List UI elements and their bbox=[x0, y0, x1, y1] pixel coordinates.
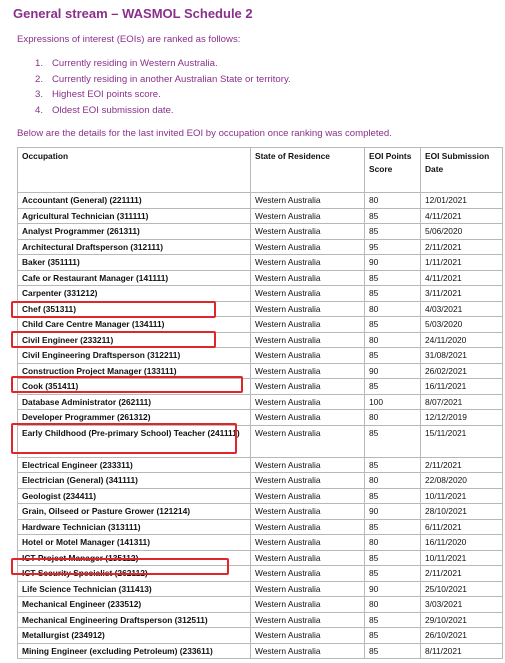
cell-date: 2/11/2021 bbox=[421, 239, 503, 255]
cell-date: 22/08/2020 bbox=[421, 473, 503, 489]
ranking-item bbox=[35, 72, 291, 88]
cell-state: Western Australia bbox=[251, 612, 365, 628]
table-row bbox=[18, 286, 503, 302]
cell-points: 90 bbox=[365, 363, 421, 379]
cell-points: 85 bbox=[365, 317, 421, 333]
cell-occupation: Construction Project Manager (133111) bbox=[18, 363, 251, 379]
cell-occupation: Chef (351311) bbox=[18, 301, 251, 317]
ranking-number: 3. bbox=[35, 89, 44, 101]
cell-date: 4/11/2021 bbox=[421, 270, 503, 286]
cell-date: 29/10/2021 bbox=[421, 612, 503, 628]
table-row bbox=[18, 473, 503, 489]
cell-state: Western Australia bbox=[251, 643, 365, 659]
cell-state: Western Australia bbox=[251, 488, 365, 504]
cell-state: Western Australia bbox=[251, 504, 365, 520]
cell-points: 85 bbox=[365, 457, 421, 473]
ranking-item bbox=[35, 56, 291, 72]
cell-occupation: Civil Engineering Draftsperson (312211) bbox=[18, 348, 251, 364]
cell-points: 80 bbox=[365, 597, 421, 613]
cell-state: Western Australia bbox=[251, 193, 365, 209]
ranking-intro: Expressions of interest (EOIs) are ranked as follows: bbox=[17, 34, 241, 45]
cell-date: 4/03/2021 bbox=[421, 301, 503, 317]
ranking-text: Oldest EOI submission date. bbox=[52, 104, 174, 116]
header-state: State of Residence bbox=[251, 148, 365, 193]
table-intro: Below are the details for the last invited EOI by occupation once ranking was completed. bbox=[17, 128, 392, 139]
cell-date: 5/03/2020 bbox=[421, 317, 503, 333]
cell-date: 24/11/2020 bbox=[421, 332, 503, 348]
cell-occupation: Analyst Programmer (261311) bbox=[18, 224, 251, 240]
cell-occupation: Early Childhood (Pre-primary School) Teacher (241111) bbox=[18, 425, 251, 457]
cell-date: 8/11/2021 bbox=[421, 643, 503, 659]
cell-state: Western Australia bbox=[251, 286, 365, 302]
cell-state: Western Australia bbox=[251, 457, 365, 473]
cell-occupation: Grain, Oilseed or Pasture Grower (121214) bbox=[18, 504, 251, 520]
cell-date: 31/08/2021 bbox=[421, 348, 503, 364]
cell-state: Western Australia bbox=[251, 317, 365, 333]
cell-points: 95 bbox=[365, 239, 421, 255]
cell-date: 2/11/2021 bbox=[421, 457, 503, 473]
cell-date: 10/11/2021 bbox=[421, 488, 503, 504]
cell-state: Western Australia bbox=[251, 628, 365, 644]
table-row bbox=[18, 348, 503, 364]
cell-occupation: Mechanical Engineering Draftsperson (312511) bbox=[18, 612, 251, 628]
cell-state: Western Australia bbox=[251, 519, 365, 535]
cell-points: 90 bbox=[365, 255, 421, 271]
table-row bbox=[18, 193, 503, 209]
cell-points: 80 bbox=[365, 473, 421, 489]
table-row bbox=[18, 379, 503, 395]
table-row bbox=[18, 270, 503, 286]
cell-date: 2/11/2021 bbox=[421, 566, 503, 582]
cell-points: 80 bbox=[365, 193, 421, 209]
table-row bbox=[18, 550, 503, 566]
table-row bbox=[18, 535, 503, 551]
cell-occupation: Mining Engineer (excluding Petroleum) (233611) bbox=[18, 643, 251, 659]
ranking-list bbox=[35, 56, 291, 118]
cell-points: 85 bbox=[365, 348, 421, 364]
cell-date: 12/12/2019 bbox=[421, 410, 503, 426]
cell-state: Western Australia bbox=[251, 535, 365, 551]
cell-points: 80 bbox=[365, 332, 421, 348]
cell-date: 6/11/2021 bbox=[421, 519, 503, 535]
ranking-number: 2. bbox=[35, 73, 44, 85]
cell-occupation: Electrician (General) (341111) bbox=[18, 473, 251, 489]
table-row bbox=[18, 394, 503, 410]
cell-occupation: Architectural Draftsperson (312111) bbox=[18, 239, 251, 255]
cell-points: 85 bbox=[365, 379, 421, 395]
table-row bbox=[18, 301, 503, 317]
cell-date: 28/10/2021 bbox=[421, 504, 503, 520]
cell-occupation: Developer Programmer (261312) bbox=[18, 410, 251, 426]
cell-date: 3/03/2021 bbox=[421, 597, 503, 613]
cell-state: Western Australia bbox=[251, 597, 365, 613]
cell-points: 85 bbox=[365, 286, 421, 302]
table-row bbox=[18, 643, 503, 659]
cell-points: 85 bbox=[365, 566, 421, 582]
occupation-table bbox=[17, 147, 503, 659]
cell-points: 80 bbox=[365, 301, 421, 317]
cell-date: 16/11/2020 bbox=[421, 535, 503, 551]
cell-points: 90 bbox=[365, 581, 421, 597]
cell-state: Western Australia bbox=[251, 270, 365, 286]
cell-date: 1/11/2021 bbox=[421, 255, 503, 271]
cell-points: 100 bbox=[365, 394, 421, 410]
table-row bbox=[18, 581, 503, 597]
cell-points: 90 bbox=[365, 504, 421, 520]
cell-date: 5/06/2020 bbox=[421, 224, 503, 240]
ranking-text: Currently residing in another Australian State or territory. bbox=[52, 73, 291, 85]
cell-state: Western Australia bbox=[251, 473, 365, 489]
header-occupation: Occupation bbox=[18, 148, 251, 193]
cell-state: Western Australia bbox=[251, 363, 365, 379]
cell-occupation: Cook (351411) bbox=[18, 379, 251, 395]
cell-points: 85 bbox=[365, 628, 421, 644]
cell-points: 85 bbox=[365, 488, 421, 504]
ranking-number: 4. bbox=[35, 104, 44, 116]
cell-points: 80 bbox=[365, 410, 421, 426]
cell-occupation: Geologist (234411) bbox=[18, 488, 251, 504]
table-row bbox=[18, 612, 503, 628]
cell-date: 26/10/2021 bbox=[421, 628, 503, 644]
cell-points: 85 bbox=[365, 270, 421, 286]
table-row bbox=[18, 519, 503, 535]
table-row bbox=[18, 208, 503, 224]
cell-points: 85 bbox=[365, 519, 421, 535]
cell-state: Western Australia bbox=[251, 239, 365, 255]
cell-date: 26/02/2021 bbox=[421, 363, 503, 379]
cell-date: 8/07/2021 bbox=[421, 394, 503, 410]
cell-state: Western Australia bbox=[251, 581, 365, 597]
cell-state: Western Australia bbox=[251, 425, 365, 457]
cell-occupation: Accountant (General) (221111) bbox=[18, 193, 251, 209]
cell-points: 85 bbox=[365, 550, 421, 566]
cell-state: Western Australia bbox=[251, 301, 365, 317]
cell-date: 15/11/2021 bbox=[421, 425, 503, 457]
cell-occupation: Electrical Engineer (233311) bbox=[18, 457, 251, 473]
cell-date: 12/01/2021 bbox=[421, 193, 503, 209]
cell-occupation: Civil Engineer (233211) bbox=[18, 332, 251, 348]
cell-occupation: Database Administrator (262111) bbox=[18, 394, 251, 410]
table-row bbox=[18, 317, 503, 333]
cell-state: Western Australia bbox=[251, 224, 365, 240]
cell-state: Western Australia bbox=[251, 394, 365, 410]
cell-occupation: Metallurgist (234912) bbox=[18, 628, 251, 644]
table-row bbox=[18, 255, 503, 271]
table-row bbox=[18, 457, 503, 473]
ranking-text: Currently residing in Western Australia. bbox=[52, 58, 218, 69]
ranking-number: 1. bbox=[35, 58, 44, 69]
table-row bbox=[18, 425, 503, 457]
table-row bbox=[18, 597, 503, 613]
table-row bbox=[18, 566, 503, 582]
table-row bbox=[18, 363, 503, 379]
table-row bbox=[18, 224, 503, 240]
cell-points: 85 bbox=[365, 612, 421, 628]
ranking-item bbox=[35, 103, 291, 119]
cell-state: Western Australia bbox=[251, 410, 365, 426]
cell-date: 10/11/2021 bbox=[421, 550, 503, 566]
cell-points: 85 bbox=[365, 224, 421, 240]
cell-occupation: ICT Security Specialist (262112) bbox=[18, 566, 251, 582]
header-points: EOI Points Score bbox=[365, 148, 421, 193]
cell-state: Western Australia bbox=[251, 348, 365, 364]
cell-date: 3/11/2021 bbox=[421, 286, 503, 302]
page-title: General stream – WASMOL Schedule 2 bbox=[13, 6, 253, 21]
cell-points: 85 bbox=[365, 425, 421, 457]
cell-occupation: Agricultural Technician (311111) bbox=[18, 208, 251, 224]
cell-occupation: Hardware Technician (313111) bbox=[18, 519, 251, 535]
cell-points: 80 bbox=[365, 535, 421, 551]
table-row bbox=[18, 504, 503, 520]
table-header-row bbox=[18, 148, 503, 193]
cell-state: Western Australia bbox=[251, 566, 365, 582]
cell-date: 16/11/2021 bbox=[421, 379, 503, 395]
cell-occupation: Child Care Centre Manager (134111) bbox=[18, 317, 251, 333]
table-row bbox=[18, 410, 503, 426]
header-date: EOI Submission Date bbox=[421, 148, 503, 193]
table-row bbox=[18, 488, 503, 504]
cell-occupation: ICT Project Manager (135112) bbox=[18, 550, 251, 566]
table-row bbox=[18, 332, 503, 348]
cell-occupation: Life Science Technician (311413) bbox=[18, 581, 251, 597]
table-row bbox=[18, 628, 503, 644]
cell-occupation: Hotel or Motel Manager (141311) bbox=[18, 535, 251, 551]
cell-state: Western Australia bbox=[251, 379, 365, 395]
cell-state: Western Australia bbox=[251, 208, 365, 224]
cell-state: Western Australia bbox=[251, 332, 365, 348]
cell-points: 85 bbox=[365, 208, 421, 224]
cell-occupation: Cafe or Restaurant Manager (141111) bbox=[18, 270, 251, 286]
cell-state: Western Australia bbox=[251, 255, 365, 271]
cell-date: 25/10/2021 bbox=[421, 581, 503, 597]
cell-state: Western Australia bbox=[251, 550, 365, 566]
cell-occupation: Mechanical Engineer (233512) bbox=[18, 597, 251, 613]
cell-points: 85 bbox=[365, 643, 421, 659]
ranking-text: Highest EOI points score. bbox=[52, 89, 161, 101]
ranking-item bbox=[35, 87, 291, 103]
cell-date: 4/11/2021 bbox=[421, 208, 503, 224]
table-row bbox=[18, 239, 503, 255]
cell-occupation: Baker (351111) bbox=[18, 255, 251, 271]
cell-occupation: Carpenter (331212) bbox=[18, 286, 251, 302]
